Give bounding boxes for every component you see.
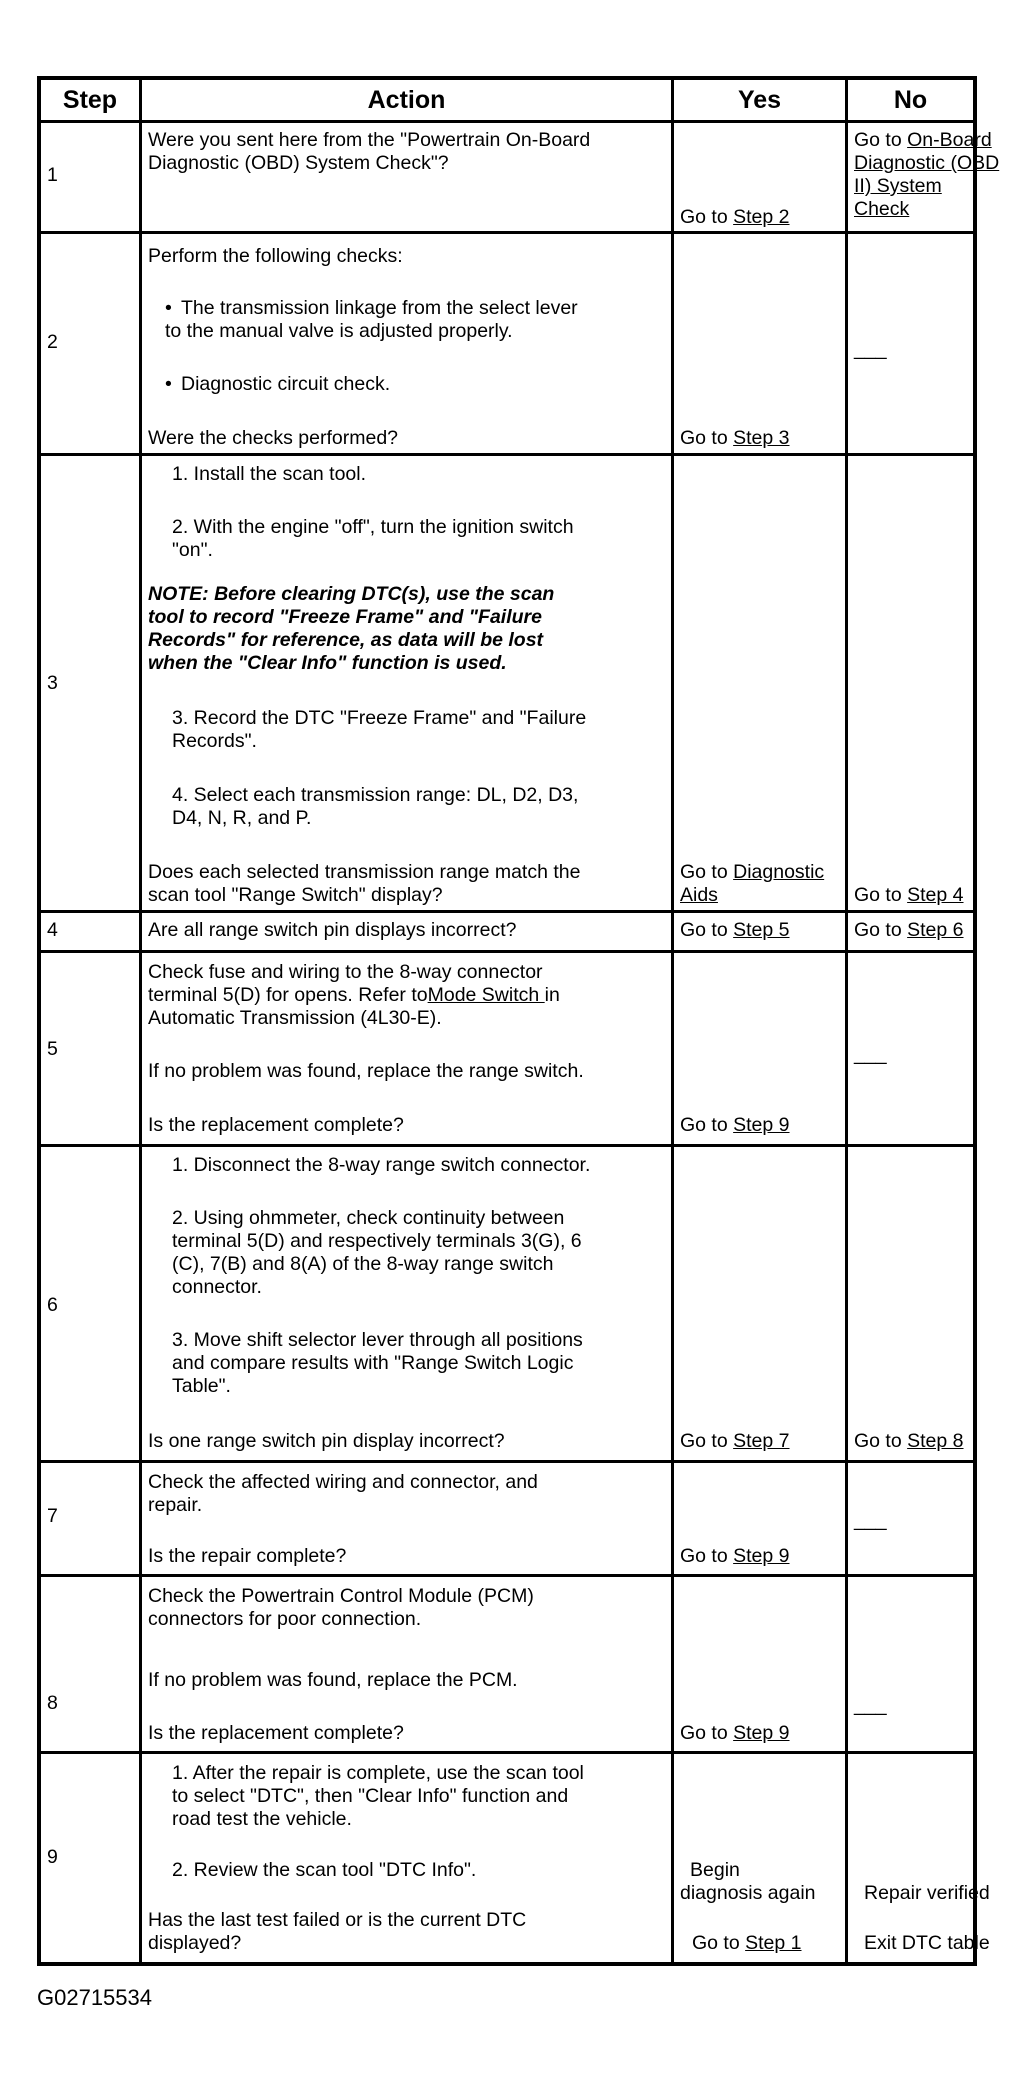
action-text: Automatic Transmission (4L30-E). [148,1007,442,1029]
header-no: No [893,85,928,114]
header-step: Step [62,85,118,114]
no-dash: ___ [854,1043,887,1065]
yes-goto: Go to Step 9 [680,1545,790,1567]
step-link[interactable]: Step 8 [907,1430,964,1452]
action-item: Records". [172,730,257,752]
no-dash: ___ [854,1694,887,1716]
bullet-text: Diagnostic circuit check. [181,373,391,395]
action-item: Table". [172,1375,231,1397]
action-text: If no problem was found, replace the range switch. [148,1060,584,1082]
table-row [41,231,973,453]
yes-goto: Go to Step 1 [692,1932,802,1954]
bullet-glyph: • [165,297,172,319]
action-item: D4, N, R, and P. [172,807,312,829]
yes-text: diagnosis again [680,1882,816,1904]
no-goto: Go to Step 4 [854,884,964,906]
action-item: 3. Record the DTC "Freeze Frame" and "Failure [172,707,587,729]
obd-check-link[interactable]: II) System [854,175,942,197]
question-text: Has the last test failed or is the current DTC [148,1909,527,1931]
table-row [41,910,973,950]
step-link[interactable]: Step 9 [733,1722,790,1744]
question-text: Does each selected transmission range match the [148,861,581,883]
action-text: Diagnostic (OBD) System Check"? [148,152,449,174]
no-text: Repair verified [864,1882,990,1904]
yes-goto: Go to Step 9 [680,1722,790,1744]
action-item: 3. Move shift selector lever through all positions [172,1329,583,1351]
diagnostic-table [37,76,1000,1966]
table-row [41,1144,973,1460]
action-text: connectors for poor connection. [148,1608,422,1630]
header-action: Action [367,85,446,114]
diagnostic-aids-link[interactable]: Diagnostic [733,861,825,883]
no-goto: Go to Step 6 [854,919,964,941]
action-text: Check the Powertrain Control Module (PCM) [148,1585,534,1607]
action-item: road test the vehicle. [172,1808,352,1830]
question-text: Is the replacement complete? [148,1114,404,1136]
action-item: 2. With the engine "off", turn the ignition switch [172,516,574,538]
obd-check-link[interactable]: Diagnostic (OBD [854,152,1000,174]
no-goto: Go to On-Board [854,129,992,151]
step-link[interactable]: Step 9 [733,1114,790,1136]
table-row [41,120,1000,231]
step-link[interactable]: Step 4 [907,884,964,906]
action-item: (C), 7(B) and 8(A) of the 8-way range switch [172,1253,554,1275]
bullet-glyph: • [165,373,172,395]
action-item: connector. [172,1276,262,1298]
step-link[interactable]: Step 3 [733,427,790,449]
step-link[interactable]: Step 1 [745,1932,802,1954]
question-text: displayed? [148,1932,242,1954]
table-row [41,1574,973,1751]
no-text: Exit DTC table [864,1932,990,1954]
action-item: "on". [172,539,213,561]
action-item: to select "DTC", then "Clear Info" function and [172,1785,569,1807]
action-text: Check the affected wiring and connector, and [148,1471,538,1493]
step-link[interactable]: Step 7 [733,1430,790,1452]
step-number: 9 [47,1846,58,1868]
step-link[interactable]: Step 5 [733,919,790,941]
question-text: Were the checks performed? [148,427,399,449]
question-text: Is the replacement complete? [148,1722,404,1744]
step-number: 5 [47,1038,58,1060]
action-item: 2. Using ohmmeter, check continuity between [172,1207,565,1229]
diagnostic-aids-link[interactable]: Aids [680,884,718,906]
obd-check-link[interactable]: Check [854,198,910,220]
yes-goto: Go to Step 9 [680,1114,790,1136]
action-text: Perform the following checks: [148,245,403,267]
table-row [41,950,973,1144]
bullet-text: to the manual valve is adjusted properly. [165,320,513,342]
step-number: 3 [47,672,58,694]
action-item: 4. Select each transmission range: DL, D2, D3, [172,784,579,806]
action-text: repair. [148,1494,203,1516]
action-item: and compare results with "Range Switch Logic [172,1352,574,1374]
note-text: when the "Clear Info" function is used. [148,652,507,674]
yes-text: Begin [690,1859,740,1881]
note-text: NOTE: Before clearing DTC(s), use the scan [148,583,555,605]
action-text: If no problem was found, replace the PCM. [148,1669,518,1691]
table-row [41,1751,990,1962]
yes-goto: Go to Diagnostic [680,861,825,883]
step-number: 6 [47,1294,58,1316]
table-header [41,80,973,120]
step-number: 2 [47,331,58,353]
yes-goto: Go to Step 3 [680,427,790,449]
table-row [41,453,973,910]
question-text: Is one range switch pin display incorrect? [148,1430,505,1452]
no-goto: Go to Step 8 [854,1430,964,1452]
step-number: 8 [47,1692,58,1714]
action-item: terminal 5(D) and respectively terminals 3(G), 6 [172,1230,582,1252]
yes-goto: Go to Step 7 [680,1430,790,1452]
bullet-text: The transmission linkage from the select lever [181,297,578,319]
step-number: 1 [47,164,58,186]
action-item: 1. Install the scan tool. [172,463,367,485]
yes-goto: Go to Step 5 [680,919,790,941]
question-text: scan tool "Range Switch" display? [148,884,443,906]
action-item: 1. After the repair is complete, use the scan tool [172,1762,584,1784]
note-text: Records" for reference, as data will be lost [148,629,544,651]
action-text: Are all range switch pin displays incorrect? [148,919,517,941]
step-link[interactable]: Step 2 [733,206,790,228]
obd-check-link[interactable]: On-Board [907,129,992,151]
step-number: 4 [47,919,58,941]
mode-switch-link[interactable]: Mode Switch [427,984,545,1006]
question-text: Is the repair complete? [148,1545,347,1567]
action-item: 1. Disconnect the 8-way range switch connector. [172,1154,591,1176]
action-text: Check fuse and wiring to the 8-way connector [148,961,543,983]
no-dash: ___ [854,338,887,360]
action-item: 2. Review the scan tool "DTC Info". [172,1859,477,1881]
action-text: Were you sent here from the "Powertrain On-Board [148,129,591,151]
step-number: 7 [47,1505,58,1527]
action-text: terminal 5(D) for opens. Refer toMode Switch in [148,984,560,1006]
note-text: tool to record "Freeze Frame" and "Failure [148,606,542,628]
header-yes: Yes [737,85,782,114]
table-row [41,1460,973,1574]
no-dash: ___ [854,1509,887,1531]
figure-id: G02715534 [37,1985,152,2010]
yes-goto: Go to Step 2 [680,206,790,228]
step-link[interactable]: Step 6 [907,919,964,941]
step-link[interactable]: Step 9 [733,1545,790,1567]
